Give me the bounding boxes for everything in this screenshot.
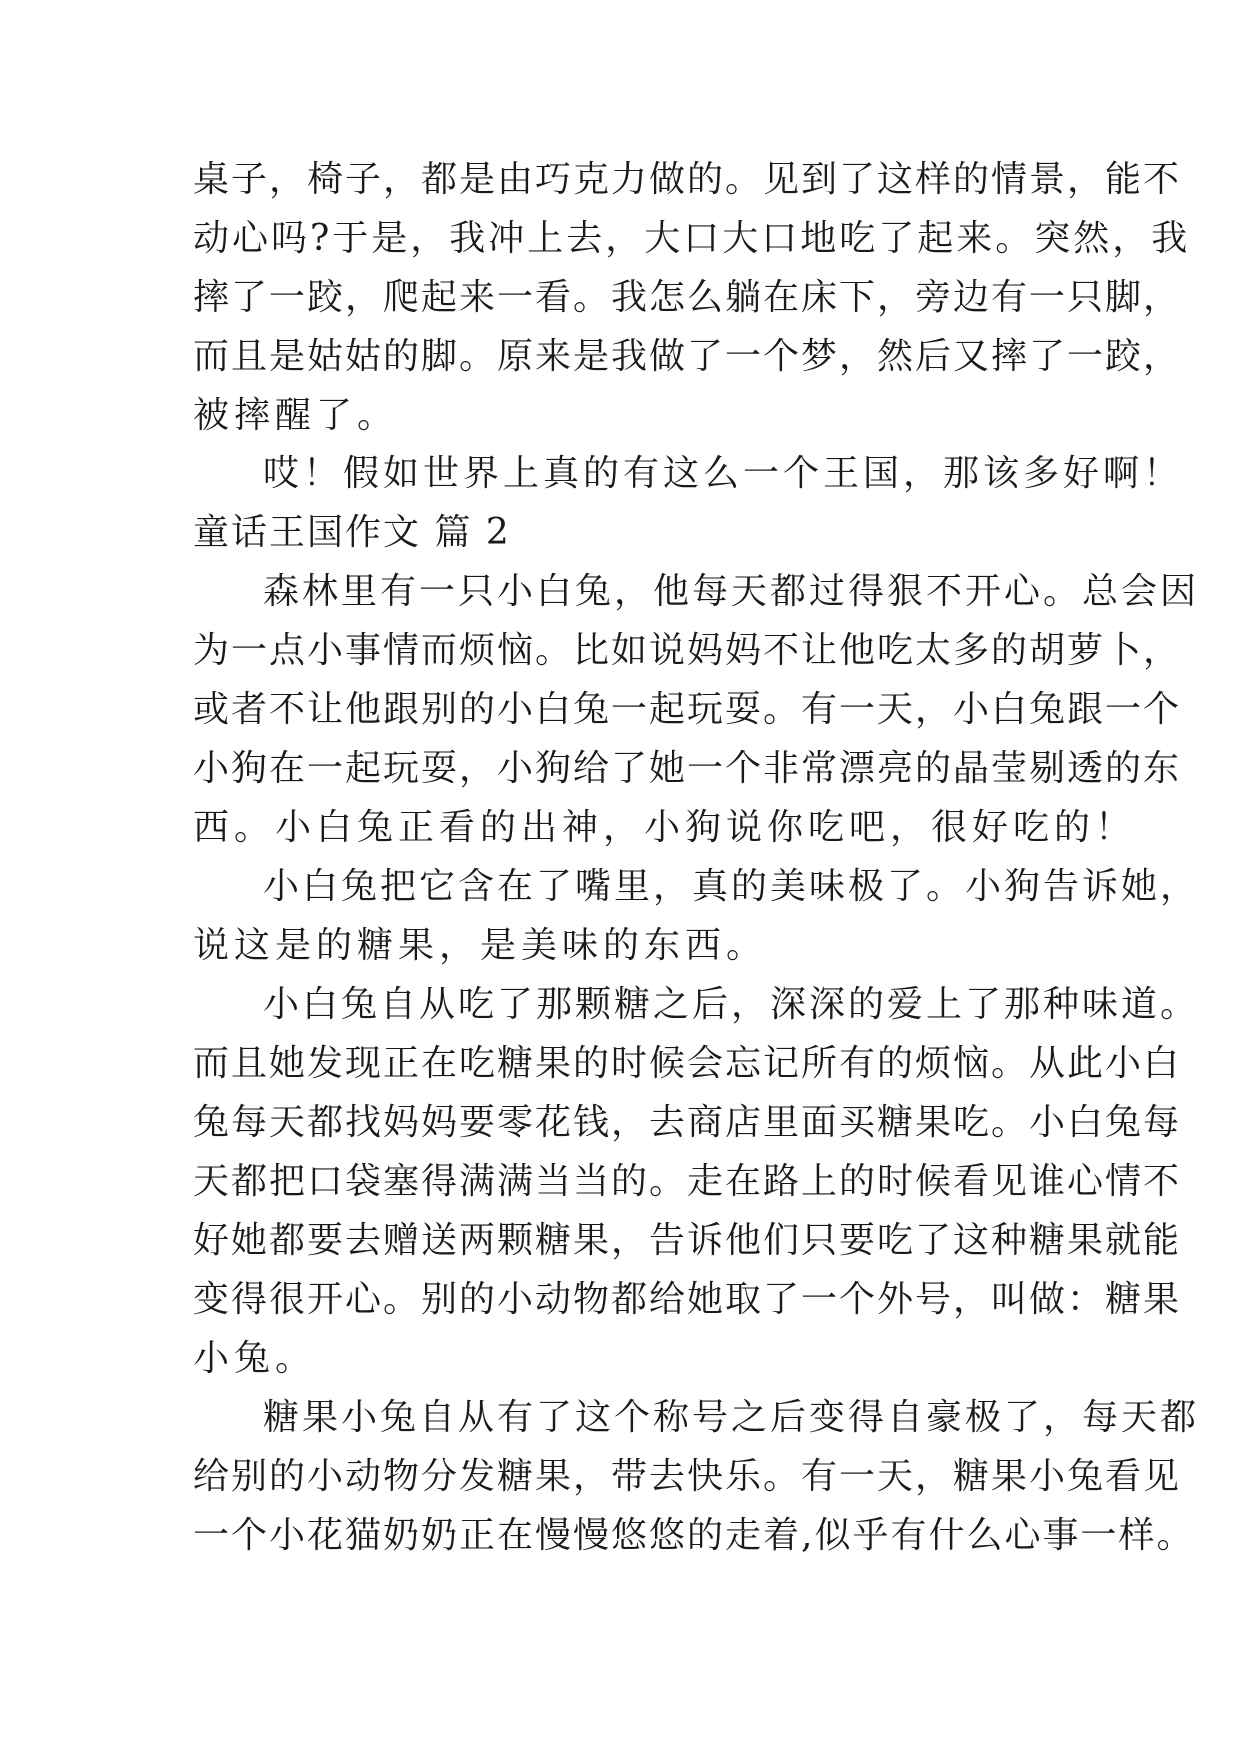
- text-line: 给别的小动物分发糖果，带去快乐。有一天，糖果小兔看见: [193, 1456, 1182, 1497]
- text-line: 小狗在一起玩耍，小狗给了她一个非常漂亮的晶莹剔透的东: [193, 748, 1182, 789]
- text-line: 小兔。: [193, 1338, 317, 1379]
- text-line: 好她都要去赠送两颗糖果，告诉他们只要吃了这种糖果就能: [193, 1220, 1182, 1261]
- text-line: 动心吗?于是，我冲上去，大口大口地吃了起来。突然，我: [193, 218, 1191, 259]
- text-line: 被摔醒了。: [193, 395, 399, 436]
- text-line: 兔每天都找妈妈要零花钱，去商店里面买糖果吃。小白兔每: [193, 1102, 1182, 1143]
- text-line: 而且是姑姑的脚。原来是我做了一个梦，然后又摔了一跤，: [193, 336, 1182, 377]
- text-line: 为一点小事情而烦恼。比如说妈妈不让他吃太多的胡萝卜，: [193, 630, 1182, 671]
- text-line: 糖果小兔自从有了这个称号之后变得自豪极了，每天都: [263, 1397, 1200, 1438]
- text-line: 小白兔自从吃了那颗糖之后，深深的爱上了那种味道。: [263, 984, 1200, 1025]
- text-line: 一个小花猫奶奶正在慢慢悠悠的走着,似乎有什么心事一样。: [193, 1515, 1195, 1556]
- text-line: 天都把口袋塞得满满当当的。走在路上的时候看见谁心情不: [193, 1161, 1182, 1202]
- section-heading: 童话王国作文 篇 2: [193, 512, 511, 553]
- text-line: 哎！假如世界上真的有这么一个王国，那该多好啊！: [263, 453, 1184, 494]
- text-line: 桌子，椅子，都是由巧克力做的。见到了这样的情景，能不: [193, 159, 1182, 200]
- text-line: 而且她发现正在吃糖果的时候会忘记所有的烦恼。从此小白: [193, 1043, 1182, 1084]
- text-line: 摔了一跤，爬起来一看。我怎么躺在床下，旁边有一只脚，: [193, 277, 1182, 318]
- text-line: 小白兔把它含在了嘴里，真的美味极了。小狗告诉她，: [263, 866, 1200, 907]
- text-line: 西。小白兔正看的出神，小狗说你吃吧，很好吃的！: [193, 807, 1137, 848]
- text-line: 森林里有一只小白兔，他每天都过得狠不开心。总会因: [263, 571, 1200, 612]
- text-line: 或者不让他跟别的小白兔一起玩耍。有一天，小白兔跟一个: [193, 689, 1182, 730]
- text-line: 说这是的糖果，是美味的东西。: [193, 925, 768, 966]
- text-line: 变得很开心。别的小动物都给她取了一个外号，叫做：糖果: [193, 1279, 1182, 1320]
